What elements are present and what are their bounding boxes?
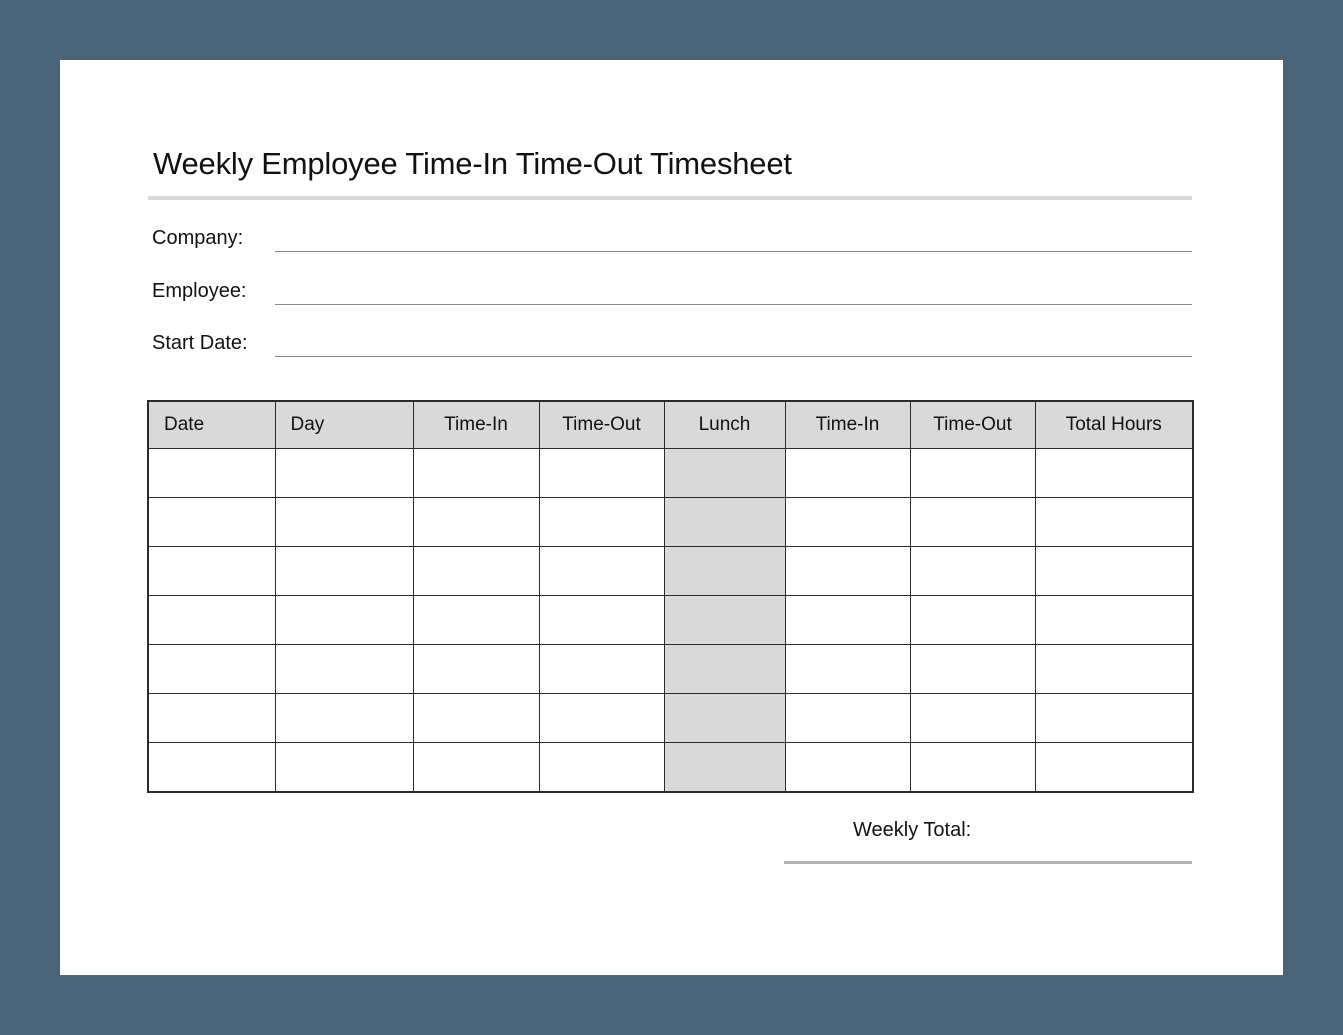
employee-field[interactable] — [152, 280, 1192, 310]
day-cell[interactable] — [275, 547, 413, 596]
time-out-cell[interactable] — [539, 694, 664, 743]
time-in-2-cell[interactable] — [785, 498, 910, 547]
timesheet-table — [147, 400, 1194, 793]
column-header-time-out: Time-Out — [539, 401, 664, 449]
time-out-2-cell[interactable] — [910, 596, 1035, 645]
time-out-cell[interactable] — [539, 547, 664, 596]
time-in-2-cell[interactable] — [785, 596, 910, 645]
employee-underline — [275, 304, 1192, 305]
time-out-2-cell[interactable] — [910, 498, 1035, 547]
start-date-field[interactable] — [152, 332, 1192, 362]
company-underline — [275, 251, 1192, 252]
date-cell[interactable] — [148, 743, 275, 793]
time-in-cell[interactable] — [413, 694, 539, 743]
time-in-2-cell[interactable] — [785, 743, 910, 793]
time-in-cell[interactable] — [413, 547, 539, 596]
table-row — [148, 743, 1193, 793]
date-cell[interactable] — [148, 498, 275, 547]
lunch-cell[interactable] — [664, 449, 785, 498]
day-cell[interactable] — [275, 596, 413, 645]
column-header-time-in-2: Time-In — [785, 401, 910, 449]
table-row — [148, 694, 1193, 743]
lunch-cell[interactable] — [664, 547, 785, 596]
table-header-row — [148, 401, 1193, 449]
weekly-total-underline — [784, 861, 1192, 864]
lunch-cell[interactable] — [664, 596, 785, 645]
page-title: Weekly Employee Time-In Time-Out Timesheet — [153, 146, 792, 181]
total-hours-cell[interactable] — [1035, 645, 1193, 694]
date-cell[interactable] — [148, 449, 275, 498]
time-out-cell[interactable] — [539, 645, 664, 694]
time-out-cell[interactable] — [539, 498, 664, 547]
date-cell[interactable] — [148, 645, 275, 694]
timesheet-page — [60, 60, 1283, 975]
total-hours-cell[interactable] — [1035, 743, 1193, 793]
time-in-cell[interactable] — [413, 498, 539, 547]
table-row — [148, 596, 1193, 645]
time-out-2-cell[interactable] — [910, 743, 1035, 793]
table-row — [148, 498, 1193, 547]
column-header-total-hours: Total Hours — [1035, 401, 1193, 449]
employee-label: Employee: — [152, 280, 247, 302]
column-header-day: Day — [275, 401, 413, 449]
lunch-cell[interactable] — [664, 743, 785, 793]
total-hours-cell[interactable] — [1035, 596, 1193, 645]
start-date-label: Start Date: — [152, 332, 248, 354]
date-cell[interactable] — [148, 596, 275, 645]
lunch-cell[interactable] — [664, 694, 785, 743]
total-hours-cell[interactable] — [1035, 547, 1193, 596]
column-header-date: Date — [148, 401, 275, 449]
time-out-cell[interactable] — [539, 449, 664, 498]
time-in-cell[interactable] — [413, 596, 539, 645]
time-in-2-cell[interactable] — [785, 547, 910, 596]
date-cell[interactable] — [148, 547, 275, 596]
time-out-cell[interactable] — [539, 596, 664, 645]
day-cell[interactable] — [275, 694, 413, 743]
day-cell[interactable] — [275, 498, 413, 547]
lunch-cell[interactable] — [664, 645, 785, 694]
time-in-2-cell[interactable] — [785, 694, 910, 743]
column-header-time-in: Time-In — [413, 401, 539, 449]
date-cell[interactable] — [148, 694, 275, 743]
time-out-2-cell[interactable] — [910, 694, 1035, 743]
column-header-time-out-2: Time-Out — [910, 401, 1035, 449]
table-row — [148, 547, 1193, 596]
day-cell[interactable] — [275, 743, 413, 793]
table-row — [148, 645, 1193, 694]
total-hours-cell[interactable] — [1035, 498, 1193, 547]
time-in-2-cell[interactable] — [785, 449, 910, 498]
time-out-2-cell[interactable] — [910, 547, 1035, 596]
table-row — [148, 449, 1193, 498]
lunch-cell[interactable] — [664, 498, 785, 547]
day-cell[interactable] — [275, 449, 413, 498]
total-hours-cell[interactable] — [1035, 694, 1193, 743]
time-in-cell[interactable] — [413, 449, 539, 498]
time-out-2-cell[interactable] — [910, 645, 1035, 694]
time-in-cell[interactable] — [413, 645, 539, 694]
total-hours-cell[interactable] — [1035, 449, 1193, 498]
company-label: Company: — [152, 227, 244, 249]
time-in-cell[interactable] — [413, 743, 539, 793]
time-out-2-cell[interactable] — [910, 449, 1035, 498]
column-header-lunch: Lunch — [664, 401, 785, 449]
weekly-total-label: Weekly Total: — [853, 819, 972, 841]
company-field[interactable] — [152, 227, 1192, 257]
time-out-cell[interactable] — [539, 743, 664, 793]
day-cell[interactable] — [275, 645, 413, 694]
title-divider — [148, 196, 1192, 200]
time-in-2-cell[interactable] — [785, 645, 910, 694]
start-date-underline — [275, 356, 1192, 357]
